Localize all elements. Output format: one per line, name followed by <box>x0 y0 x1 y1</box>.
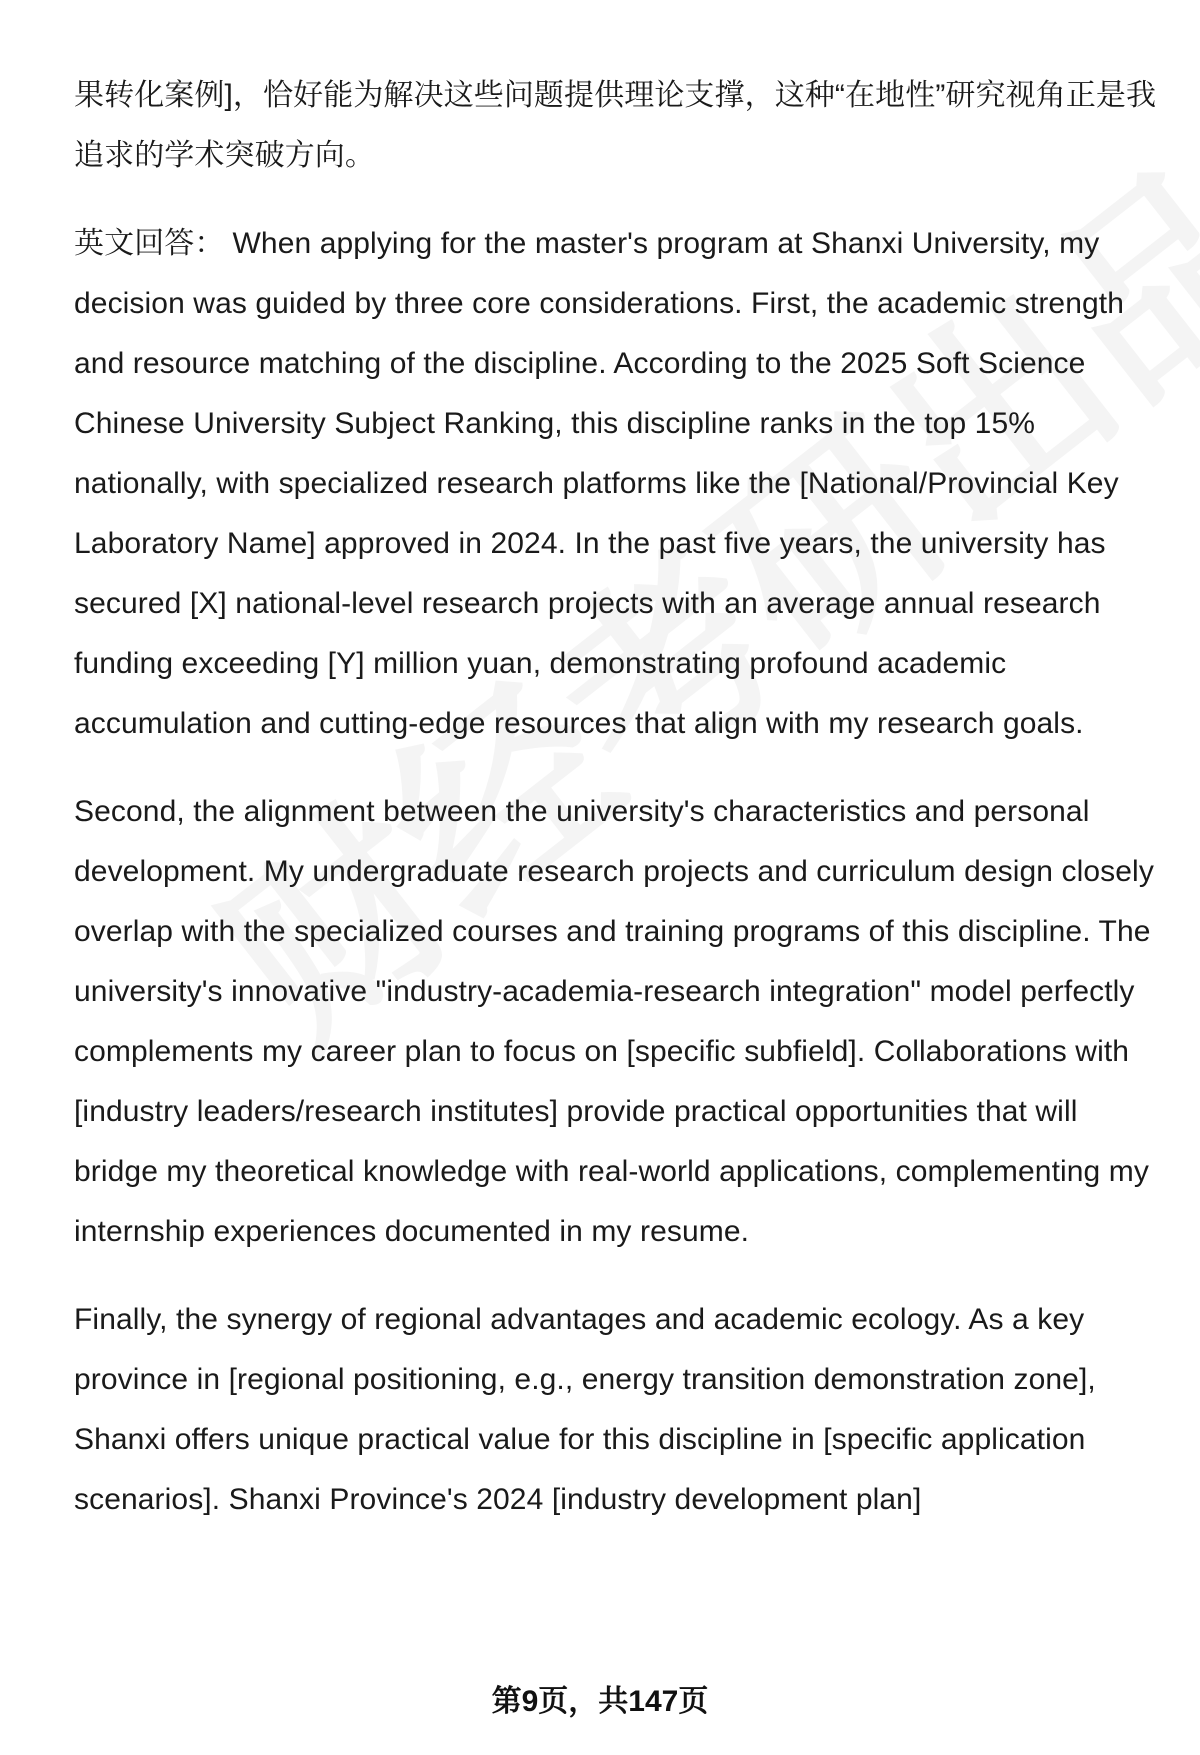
answer-label: 英文回答： <box>74 227 225 260</box>
paragraph-chinese-continuation: 果转化案例]，恰好能为解决这些问题提供理论支撑，这种“在地性”研究视角正是我追求的学术突破方向。 <box>74 79 1157 172</box>
paragraph-english-answer <box>74 214 1164 754</box>
page-number: 第9页，共147页 <box>491 1685 709 1718</box>
paragraph-final-point: Finally, the synergy of regional advantages and academic ecology. As a key province in [regional positioning, e.g., energy transition demonstration zone], Shanxi offers unique practical value for this discipline in [specific application scenarios]. Shanxi Province's 2024 [industry development plan] <box>74 1303 1096 1516</box>
paragraph-second-point: Second, the alignment between the university's characteristics and personal development. My undergraduate research projects and curriculum design closely overlap with the specialized courses and training programs of this discipline. The university's innovative "industry-academia-research integration" model perfectly complements my career plan to focus on [specific subfield]. Collaborations with [industry leaders/research institutes] provide practical opportunities that will bridge my theoretical knowledge with real-world applications, complementing my internship experiences documented in my resume. <box>74 795 1154 1248</box>
document-body <box>74 66 1164 1530</box>
answer-text: When applying for the master's program at Shanxi University, my decision was guided by three core considerations. First, the academic strength and resource matching of the discipline. According to the 2025 Soft Science Chinese University Subject Ranking, this discipline ranks in the top 15% nationally, with specialized research platforms like the [National/Provincial Key Laboratory Name] approved in 2024. In the past five years, the university has secured [X] national-level research projects with an average annual research funding exceeding [Y] million yuan, demonstrating profound academic accumulation and cutting-edge resources that align with my research goals. <box>74 227 1125 740</box>
